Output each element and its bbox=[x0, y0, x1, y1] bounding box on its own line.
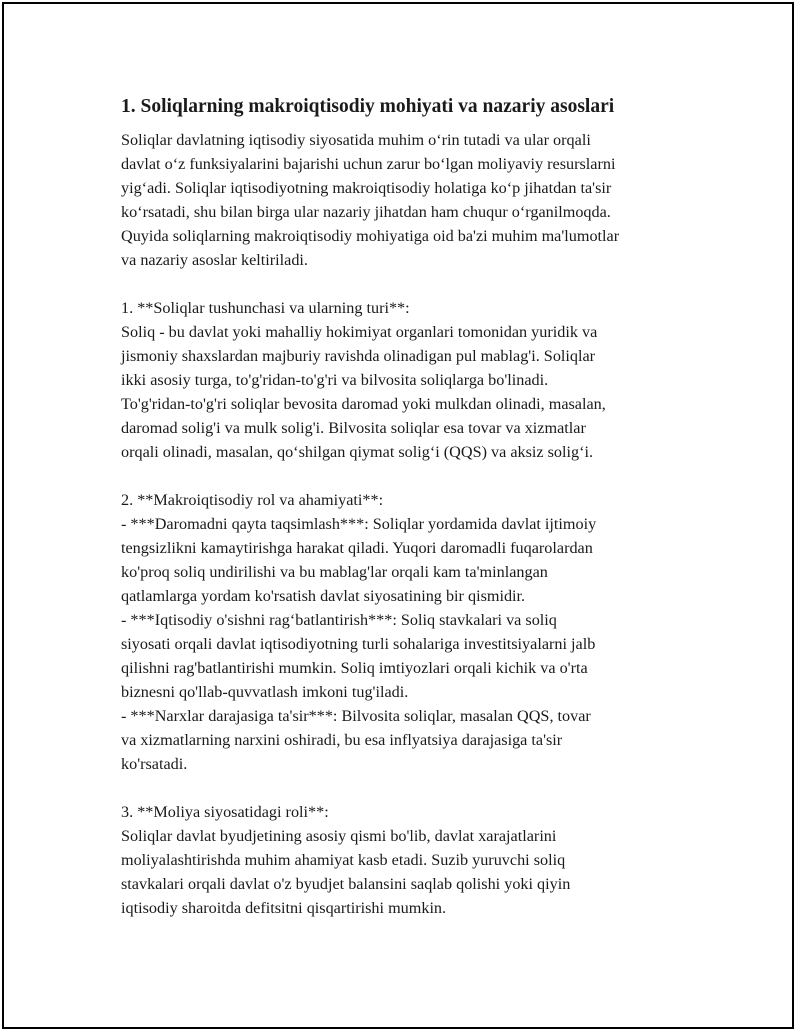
document-body bbox=[121, 94, 701, 920]
section-macroeconomic-role: 2. **Makroiqtisodiy rol va ahamiyati**: - ***Daromadni qayta taqsimlash***: Soliqlar yordamida davlat ijtimoiy tengsizlikni kamaytirishga harakat qiladi. Yuqori daromadli fuqarolardan ko'proq soliq undirilishi va bu mablag'lar orqali kam ta'minlangan qatlamlarga yordam ko'rsatish davlat siyosatining bir qismidir. - ***Iqtisodiy o'sishni rag‘batlantirish***: Soliq stavkalari va soliq siyosati orqali davlat iqtisodiyotning turli sohalariga investitsiyalarni jalb qilishni rag'batlantirishi mumkin. Soliq imtiyozlari orqali kichik va o'rta biznesni qo'llab-quvvatlash imkoni tug'iladi. - ***Narxlar darajasiga ta'sir***: Bilvosita soliqlar, masalan QQS, tovar va xizmatlarning narxini oshiradi, bu esa inflyatsiya darajasiga ta'sir ko'rsatadi. bbox=[121, 491, 597, 773]
section-fiscal-policy: 3. **Moliya siyosatidagi roli**: Soliqlar davlat byudjetining asosiy qismi bo'lib, davlat xarajatlarini moliyalashtirishda muhim ahamiyat kasb etadi. Suzib yuruvchi soliq stavkalari orqali davlat o'z byudjet balansini saqlab qolishi yoki qiyin iqtisodiy sharoitda defitsitni qisqartirishi mumkin. bbox=[121, 803, 571, 917]
intro-paragraph: Soliqlar davlatning iqtisodiy siyosatida muhim o‘rin tutadi va ular orqali davlat o‘z funksiyalarini bajarishi uchun zarur bo‘lgan moliyaviy resurslarni yig‘adi. Soliqlar iqtisodiyotning makroiqtisodiy holatiga ko‘p jihatdan ta'sir ko‘rsatadi, shu bilan birga ular nazariy jihatdan ham chuqur o‘rganilmoqda. Quyida soliqlarning makroiqtisodiy mohiyatiga oid ba'zi muhim ma'lumotlar va nazariy asoslar keltiriladi. bbox=[121, 131, 620, 269]
section-tax-concept: 1. **Soliqlar tushunchasi va ularning turi**: Soliq - bu davlat yoki mahalliy hokimiyat organlari tomonidan yuridik va jismoniy shaxslardan majburiy ravishda olinadigan pul mablag'i. Soliqlar ikki asosiy turga, to'g'ridan-to'g'ri va bilvosita soliqlarga bo'linadi. To'g'ridan-to'g'ri soliqlar bevosita daromad yoki mulkdan olinadi, masalan, daromad solig'i va mulk solig'i. Bilvosita soliqlar esa tovar va xizmatlar orqali olinadi, masalan, qo‘shilgan qiymat solig‘i (QQS) va aksiz solig‘i. bbox=[121, 299, 606, 461]
document-heading: 1. Soliqlarning makroiqtisodiy mohiyati va nazariy asoslari bbox=[121, 96, 615, 117]
page-frame bbox=[2, 2, 794, 1029]
